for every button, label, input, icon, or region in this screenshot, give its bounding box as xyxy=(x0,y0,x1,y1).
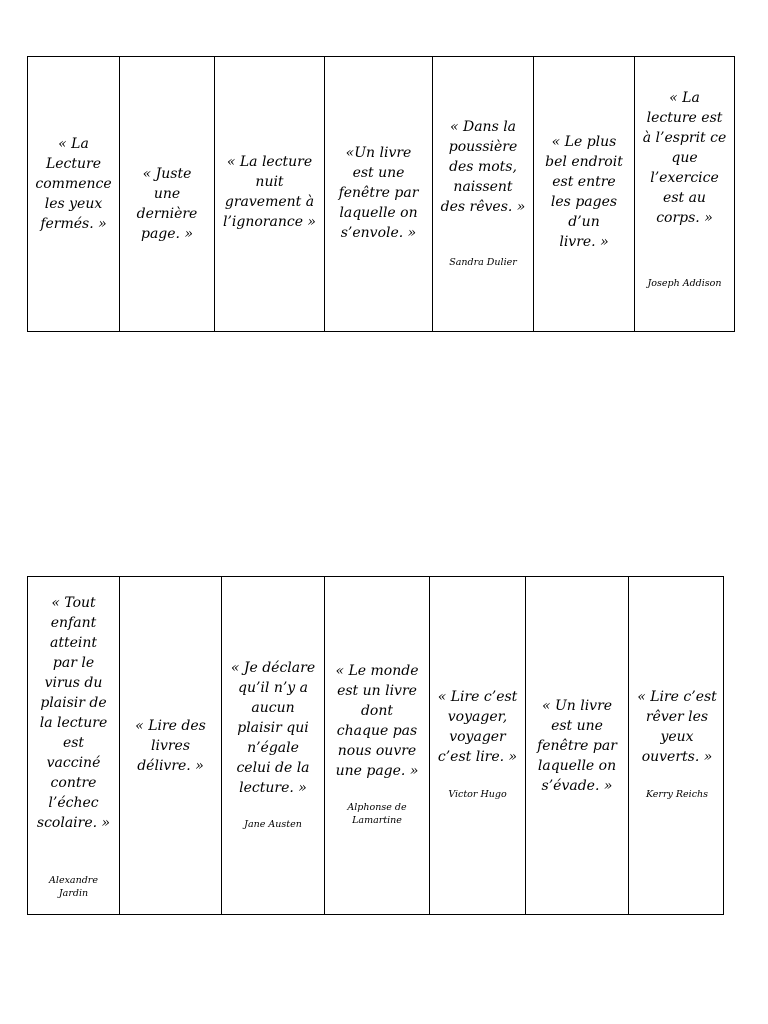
bookmark-quote: « La lecture est à l’esprit ce que l’exercice est au corps. » xyxy=(642,90,727,226)
quote-area xyxy=(218,57,321,326)
quote-area xyxy=(632,686,722,767)
bookmark xyxy=(221,577,324,914)
quote-area xyxy=(328,660,426,781)
bookmark xyxy=(628,577,725,914)
bookmark xyxy=(429,577,525,914)
quote-author: Victor Hugo xyxy=(448,789,507,800)
quote-area xyxy=(328,57,429,329)
bookmark xyxy=(119,57,214,331)
quote-author: Joseph Addison xyxy=(647,278,722,289)
bookmark-quote: « Lire des livres délivre. » xyxy=(135,717,206,774)
bookmark xyxy=(119,577,221,914)
quote-author: Kerry Reichs xyxy=(645,789,709,800)
quote-author: Jane Austen xyxy=(244,819,302,830)
quote-area xyxy=(638,57,731,259)
bookmark xyxy=(634,57,734,331)
bookmark-quote: « Tout enfant atteint par le virus du plaisir de la lecture est vacciné contre l’échec scolaire. » xyxy=(36,595,111,831)
bookmark-quote: « Je déclare qu’il n’y a aucun plaisir qui n’égale celui de la lecture. » xyxy=(230,660,316,796)
quote-area xyxy=(433,686,522,767)
bookmark xyxy=(28,577,119,914)
bookmark-sheet-bottom xyxy=(27,576,724,915)
quote-area xyxy=(123,77,211,331)
bookmark-quote: «Un livre est une fenêtre par laquelle on s’envole. » xyxy=(338,145,419,241)
quote-area xyxy=(537,57,631,327)
bookmark-quote: « Juste une dernière page. » xyxy=(136,166,198,242)
bookmark xyxy=(533,57,634,331)
quote-area xyxy=(225,658,321,798)
bookmark-quote: « Un livre est une fenêtre par laquelle on s’évade. » xyxy=(537,697,617,794)
bookmark-quote: « Le plus bel endroit est entre les pages d’un livre. » xyxy=(545,134,623,250)
bookmark-quote: « La Lecture commence les yeux fermés. » xyxy=(35,136,112,232)
bookmark xyxy=(214,57,324,331)
bookmark-sheet-top xyxy=(27,56,735,332)
bookmark-quote: « Le monde est un livre dont chaque pas nous ouvre une page. » xyxy=(335,662,419,779)
bookmark-quote: « Lire c’est rêver les yeux ouverts. » xyxy=(637,688,717,765)
bookmark xyxy=(28,57,119,331)
quote-area xyxy=(123,577,218,914)
bookmark xyxy=(324,577,429,914)
bookmark xyxy=(324,57,432,331)
quote-area xyxy=(529,577,625,914)
quote-author: Alphonse de Lamartine xyxy=(347,802,407,826)
quote-area xyxy=(31,57,116,311)
bookmark-quote: « Lire c’est voyager, voyager c’est lire. » xyxy=(437,688,518,765)
bookmark xyxy=(525,577,628,914)
quote-area xyxy=(436,57,530,277)
bookmark-quote: « La lecture nuit gravement à l’ignorance » xyxy=(222,153,316,230)
bookmark-quote: « Dans la poussière des mots, naissent des rêves. » xyxy=(440,119,526,215)
quote-author: Sandra Dulier xyxy=(449,257,517,268)
bookmark xyxy=(432,57,533,331)
quote-author: Alexandre Jardin xyxy=(49,875,98,899)
quote-area xyxy=(31,597,116,829)
